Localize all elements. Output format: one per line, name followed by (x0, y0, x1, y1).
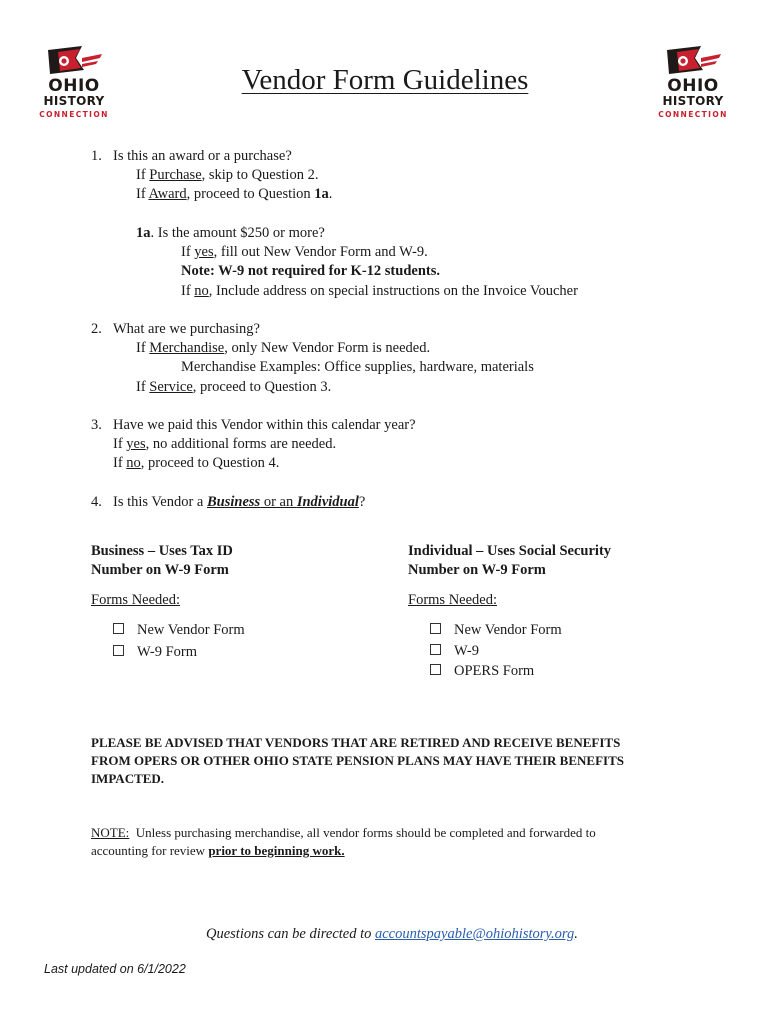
q3-l1-post: , no additional forms are needed. (145, 436, 337, 452)
q2-l1-pre: If (136, 340, 150, 356)
checkbox-icon (113, 623, 124, 634)
logo-word-connection: CONNECTION (39, 110, 109, 119)
individual-form-item (430, 642, 479, 660)
q3-yes-line (113, 435, 336, 453)
q2-examples: Merchandise Examples: Office supplies, hardware, materials (181, 359, 534, 375)
q1a-question (136, 224, 325, 242)
business-form-item-label: New Vendor Form (137, 622, 245, 638)
footer-period: . (574, 926, 578, 942)
q1-purchase-term: Purchase (149, 167, 202, 183)
q1a-s2-pre: If (181, 283, 195, 299)
q4-business-term: Business (206, 494, 261, 510)
q1-award-line (136, 185, 332, 203)
business-form-item (113, 643, 197, 661)
q1-purchase-line (136, 166, 318, 184)
q4-number: 4. (91, 494, 102, 510)
q4-text (113, 493, 365, 511)
q1a-text: . Is the amount $250 or more? (150, 225, 325, 241)
q1-l1-pre: If (136, 167, 150, 183)
note-line2 (91, 842, 345, 860)
advisory-line2: FROM OPERS OR OTHER OHIO STATE PENSION PLANS MAY HAVE THEIR BENEFITS (91, 753, 624, 768)
q1a-s1-pre: If (181, 244, 195, 260)
q2-service-term: Service (149, 379, 193, 395)
checkbox-icon (430, 644, 441, 655)
q2-number: 2. (91, 321, 102, 337)
q1-number: 1. (91, 148, 102, 164)
individual-heading-line2: Number on W-9 Form (408, 562, 546, 578)
q4-post: ? (358, 494, 366, 510)
q1-text: Is this an award or a purchase? (113, 148, 292, 164)
q4-mid: or an (260, 494, 297, 510)
q1-award-term: Award (148, 186, 187, 202)
q2-text: What are we purchasing? (113, 321, 260, 337)
q3-text: Have we paid this Vendor within this calendar year? (113, 417, 416, 433)
q2-l2-pre: If (136, 379, 150, 395)
q2-l2-post: , proceed to Question 3. (192, 379, 332, 395)
checkbox-icon (430, 623, 441, 634)
q3-l2-post: , proceed to Question 4. (140, 455, 280, 471)
checkbox-icon (113, 645, 124, 656)
note-line1 (91, 824, 596, 842)
q1-l2-bold: 1a (314, 186, 329, 202)
logo-word-ohio: OHIO (48, 76, 100, 96)
q1a-no-line (181, 282, 578, 300)
advisory-line3: IMPACTED. (91, 771, 165, 786)
q2-service-line (136, 378, 331, 396)
q3-no-term: no (126, 455, 141, 471)
q1a-no-term: no (194, 283, 209, 299)
q1-l2-post: . (328, 186, 333, 202)
q4-pre: Is this Vendor a (113, 494, 207, 510)
q3-number: 3. (91, 417, 102, 433)
q2-merchandise-term: Merchandise (149, 340, 225, 356)
q1-l2-mid: , proceed to Question (186, 186, 315, 202)
q3-yes-term: yes (126, 436, 146, 452)
note-emphasis: prior to beginning work. (208, 843, 345, 858)
business-form-item-label: W-9 Form (137, 644, 198, 660)
note-line2-text: accounting for review (91, 843, 209, 858)
note-label: NOTE: (91, 825, 130, 840)
individual-form-item (430, 662, 534, 680)
advisory-line1: PLEASE BE ADVISED THAT VENDORS THAT ARE RETIRED AND RECEIVE BENEFITS (91, 735, 621, 750)
business-heading-line1: Business – Uses Tax ID (91, 543, 233, 559)
individual-forms-label: Forms Needed: (408, 592, 497, 608)
q4-individual-term: Individual (296, 494, 359, 510)
accounts-payable-email-link[interactable]: accountspayable@ohiohistory.org (375, 926, 575, 942)
business-heading-line2: Number on W-9 Form (91, 562, 229, 578)
individual-form-item-label: New Vendor Form (454, 622, 562, 638)
business-forms-label: Forms Needed: (91, 592, 180, 608)
logo-word-ohio: OHIO (667, 76, 719, 96)
footer-questions (206, 926, 578, 943)
q3-no-line (113, 454, 279, 472)
q1a-note: Note: W-9 not required for K-12 students. (181, 263, 440, 279)
q2-merchandise-line (136, 339, 430, 357)
checkbox-icon (430, 664, 441, 675)
logo-word-history: HISTORY (43, 94, 105, 108)
q1a-label: 1a (136, 225, 151, 241)
business-form-item (113, 621, 245, 639)
individual-form-item-label: W-9 (454, 643, 479, 659)
q2-l1-post: , only New Vendor Form is needed. (224, 340, 431, 356)
q3-l1-pre: If (113, 436, 127, 452)
q1a-yes-line (181, 243, 428, 261)
last-updated: Last updated on 6/1/2022 (44, 962, 186, 976)
logo-word-history: HISTORY (662, 94, 724, 108)
individual-form-item (430, 621, 562, 639)
note-line1-text: Unless purchasing merchandise, all vendor forms should be completed and forwarded to (129, 825, 596, 840)
footer-questions-text: Questions can be directed to (206, 926, 375, 942)
individual-form-item-label: OPERS Form (454, 663, 535, 679)
page-title: Vendor Form Guidelines (241, 64, 529, 96)
q1a-yes-term: yes (194, 244, 214, 260)
q3-l2-pre: If (113, 455, 127, 471)
q1a-s1-post: , fill out New Vendor Form and W-9. (213, 244, 428, 260)
individual-heading-line1: Individual – Uses Social Security (408, 543, 612, 559)
logo-word-connection: CONNECTION (658, 110, 728, 119)
q1-l2-pre: If (136, 186, 149, 202)
q1-l1-post: , skip to Question 2. (201, 167, 319, 183)
q1a-s2-post: , Include address on special instructions on the Invoice Voucher (208, 283, 578, 299)
